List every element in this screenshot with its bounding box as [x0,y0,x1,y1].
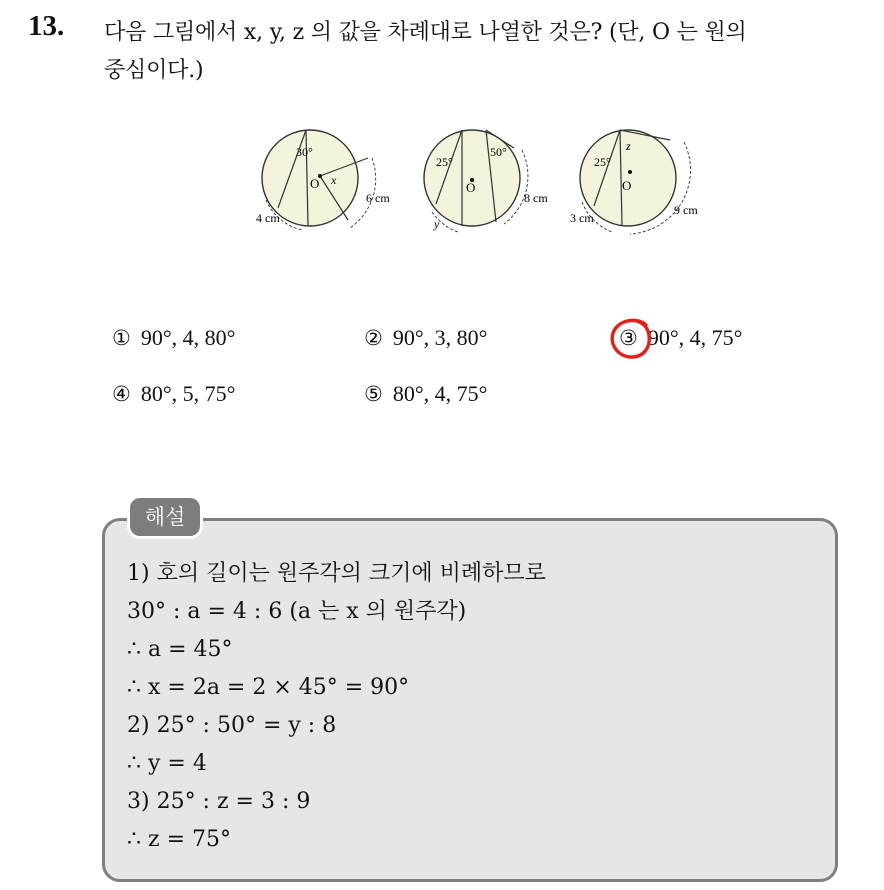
solution-line-6: ∴ y = 4 [127,751,207,776]
choice-4-text: 80°, 5, 75° [140,381,236,406]
circle1-arc-left-label: 4 cm [256,211,280,225]
circle3-arc-left-label: 3 cm [570,211,594,225]
question-text: 다음 그림에서 x, y, z 의 값을 차례대로 나열한 것은? (단, O 는 원의 중심이다.) [104,20,747,83]
choice-2-number: ② [364,326,383,350]
circle3-arc-right-label: 9 cm [674,203,698,217]
circle3-center-label: O [622,178,632,193]
circle2-var-label: y [434,217,440,231]
circle1-var-label: x [331,173,337,187]
circle2-center-label: O [466,180,476,195]
choice-5[interactable] [364,381,487,407]
solution-lines [127,555,546,859]
choice-4[interactable] [112,381,235,407]
circle2-angle-right-label: 50° [490,145,507,159]
circle2-arc-right-label: 8 cm [524,191,548,205]
circle-figure-2 [424,130,548,232]
circle1-center-label: O [310,176,320,191]
circle-figure-1 [256,130,390,230]
choice-1[interactable] [112,325,235,351]
circle1-arc-right-label: 6 cm [366,191,390,205]
solution-line-4: ∴ x = 2a = 2 × 45° = 90° [127,675,410,700]
choice-3-text: 90°, 4, 75° [647,325,743,350]
solution-line-2: 30° : a = 4 : 6 (a 는 x 의 원주각) [127,599,467,624]
circle3-var-label: z [626,139,631,153]
solution-line-1: 1) 호의 길이는 원주각의 크기에 비례하므로 [127,561,546,586]
circle-figure-3 [570,130,698,234]
circle3-angle-label: 25° [594,155,611,169]
circle2-angle-left-label: 25° [436,155,453,169]
choice-3-number: ③ [619,326,638,350]
solution-box [102,518,838,882]
solution-line-7: 3) 25° : z = 3 : 9 [127,789,311,814]
choice-1-number: ① [112,326,131,350]
circle1-angle-label: 30° [296,145,313,159]
solution-line-3: ∴ a = 45° [127,637,233,662]
solution-line-5: 2) 25° : 50° = y : 8 [127,713,337,738]
circle-figures [250,118,720,248]
solution-label: 해설 [130,498,200,536]
question-number: 13. [28,10,65,42]
choice-2-text: 90°, 3, 80° [392,325,488,350]
choice-2[interactable] [364,325,487,351]
choice-1-text: 90°, 4, 80° [140,325,236,350]
choice-4-number: ④ [112,382,131,406]
solution-line-8: ∴ z = 75° [127,827,231,852]
choice-5-text: 80°, 4, 75° [392,381,488,406]
choice-5-number: ⑤ [364,382,383,406]
choice-3[interactable] [619,325,742,351]
